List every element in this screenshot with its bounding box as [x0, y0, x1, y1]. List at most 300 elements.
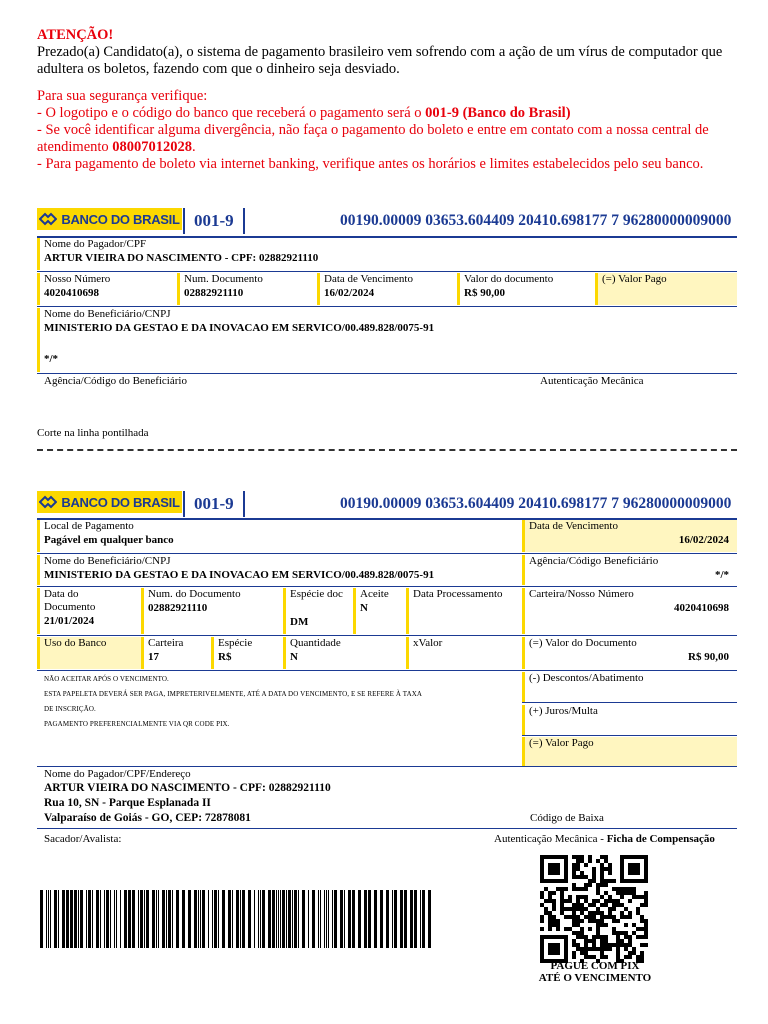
- qr-module: [604, 935, 608, 939]
- species-doc-field: [283, 588, 353, 634]
- qr-module: [616, 947, 620, 951]
- barcode-bar: [374, 890, 377, 948]
- qr-module: [548, 899, 552, 903]
- qr-module: [616, 943, 620, 947]
- qr-module: [636, 955, 640, 959]
- qr-module: [548, 927, 552, 931]
- qr-module: [612, 907, 616, 911]
- qr-module: [584, 899, 588, 903]
- qr-module: [576, 907, 580, 911]
- qr-module: [628, 887, 632, 891]
- digitable-line: 00190.00009 03653.604409 20410.698177 7 96280000009000: [340, 212, 732, 229]
- interest-field: [522, 705, 737, 735]
- instruction-line: NÃO ACEITAR APÓS O VENCIMENTO.: [44, 675, 169, 683]
- barcode-bar: [70, 890, 73, 948]
- qr-module: [572, 871, 576, 875]
- qr-module: [584, 955, 588, 959]
- qr-module: [632, 923, 636, 927]
- barcode-bar: [74, 890, 77, 948]
- qr-module: [564, 887, 568, 891]
- qr-module: [616, 939, 620, 943]
- barcode-bar: [358, 890, 361, 948]
- qr-module: [600, 855, 604, 859]
- qr-module: [572, 955, 576, 959]
- qr-module: [580, 855, 584, 859]
- qr-module: [556, 923, 560, 927]
- qr-module: [644, 943, 648, 947]
- qr-module: [600, 919, 604, 923]
- doc-value: R$ 90,00: [464, 287, 505, 299]
- qr-module: [572, 863, 576, 867]
- qr-module: [588, 947, 592, 951]
- qr-module: [616, 935, 620, 939]
- payment-place: Pagável em qualquer banco: [44, 534, 174, 546]
- qr-module: [584, 875, 588, 879]
- qr-module: [592, 899, 596, 903]
- qr-module: [580, 911, 584, 915]
- qr-module: [624, 891, 628, 895]
- qr-module: [636, 895, 640, 899]
- barcode-bar: [54, 890, 57, 948]
- qr-module: [600, 895, 604, 899]
- barcode-bar: [124, 890, 127, 948]
- barcode-bar: [236, 890, 239, 948]
- qr-module: [600, 875, 604, 879]
- barcode-bar: [202, 890, 205, 948]
- field-label: Data de Vencimento: [529, 520, 618, 532]
- qr-module: [624, 955, 628, 959]
- separator: [183, 491, 185, 517]
- qr-module: [604, 855, 608, 859]
- divider: [37, 373, 737, 374]
- barcode-bar: [146, 890, 149, 948]
- qr-module: [580, 935, 584, 939]
- field-label: (=) Valor Pago: [602, 273, 667, 285]
- field-label: Nome do Beneficiário/CNPJ: [44, 555, 171, 567]
- barcode-bar: [328, 890, 329, 948]
- qr-module: [596, 935, 600, 939]
- qr-module: [580, 931, 584, 935]
- qr-module: [588, 883, 592, 887]
- payer-block: [44, 768, 331, 826]
- barcode-bar: [166, 890, 167, 948]
- qr-module: [540, 915, 544, 919]
- barcode-bar: [214, 890, 217, 948]
- bank-use-field: [37, 637, 141, 669]
- field-label: Data de Vencimento: [324, 273, 413, 285]
- payer-address: Rua 10, SN - Parque Esplanada II: [44, 797, 211, 809]
- qr-module: [572, 875, 576, 879]
- qr-module: [576, 915, 580, 919]
- barcode-bar: [380, 890, 383, 948]
- barcode-bar: [88, 890, 91, 948]
- barcode-bar: [298, 890, 299, 948]
- warning-block: [37, 27, 737, 173]
- qr-module: [616, 903, 620, 907]
- qr-module: [572, 867, 576, 871]
- qr-module: [644, 935, 648, 939]
- qr-module: [596, 927, 600, 931]
- guarantor-label: Sacador/Avalista:: [44, 833, 122, 845]
- qr-module: [560, 907, 564, 911]
- qr-module: [592, 955, 596, 959]
- qr-module: [600, 867, 604, 871]
- barcode-bar: [278, 890, 279, 948]
- barcode-bar: [100, 890, 101, 948]
- qr-module: [588, 903, 592, 907]
- qr-module: [552, 919, 556, 923]
- qr-module: [624, 887, 628, 891]
- pix-line: PAGUE COM PIX: [550, 960, 640, 972]
- qr-module: [604, 947, 608, 951]
- qr-module: [544, 911, 548, 915]
- qr-module: [636, 911, 640, 915]
- barcode-bar: [420, 890, 421, 948]
- qr-module: [632, 891, 636, 895]
- field-label: Espécie doc: [290, 588, 343, 600]
- qr-module: [584, 863, 588, 867]
- qr-module: [628, 935, 632, 939]
- qr-module: [580, 927, 584, 931]
- qr-module: [604, 915, 608, 919]
- qr-module: [576, 867, 580, 871]
- qr-module: [604, 879, 608, 883]
- beneficiary-name: MINISTERIO DA GESTAO E DA INOVACAO EM SERVICO/00.489.828/0075-91: [44, 569, 435, 581]
- qr-module: [608, 895, 612, 899]
- due-date-field: [317, 273, 457, 305]
- qr-module: [628, 939, 632, 943]
- qr-module: [580, 919, 584, 923]
- qr-module: [632, 887, 636, 891]
- qr-module: [644, 919, 648, 923]
- barcode-bar: [140, 890, 143, 948]
- qr-module: [636, 935, 640, 939]
- divider: [522, 735, 737, 736]
- qr-module: [540, 927, 544, 931]
- qr-module: [576, 859, 580, 863]
- qr-module: [628, 951, 632, 955]
- qr-module: [584, 935, 588, 939]
- beneficiary-name: MINISTERIO DA GESTAO E DA INOVACAO EM SERVICO/00.489.828/0075-91: [44, 322, 435, 334]
- barcode-bar: [172, 890, 173, 948]
- qr-module: [580, 871, 584, 875]
- qr-module: [556, 887, 560, 891]
- field-label: Data do: [44, 588, 79, 600]
- barcode-bar: [208, 890, 209, 948]
- qr-module: [612, 887, 616, 891]
- qr-module: [560, 899, 564, 903]
- qr-module: [576, 943, 580, 947]
- qr-module: [544, 907, 548, 911]
- qr-module: [568, 907, 572, 911]
- qr-module: [564, 899, 568, 903]
- qr-module: [548, 923, 552, 927]
- qr-module: [596, 859, 600, 863]
- qr-module: [628, 899, 632, 903]
- due-date-field: [522, 520, 737, 552]
- num-doc: 02882921110: [148, 602, 208, 614]
- qr-module: [588, 927, 592, 931]
- qr-module: [564, 927, 568, 931]
- barcode-bar: [394, 890, 397, 948]
- divider: [37, 271, 737, 272]
- qr-module: [588, 855, 592, 859]
- qr-module: [644, 895, 648, 899]
- qr-module: [608, 943, 612, 947]
- qr-module: [596, 907, 600, 911]
- barcode-bar: [286, 890, 287, 948]
- qr-module: [576, 899, 580, 903]
- divider: [37, 828, 737, 829]
- field-label: (-) Descontos/Abatimento: [529, 672, 644, 684]
- doc-value-field: [457, 273, 595, 305]
- field-label: Data Processamento: [413, 588, 503, 600]
- check1-bold: 001-9 (Banco do Brasil): [425, 105, 571, 121]
- qr-module: [604, 923, 608, 927]
- xvalor-field: [406, 637, 522, 669]
- nosso-numero: 4020410698: [44, 287, 99, 299]
- wallet-field: [141, 637, 211, 669]
- qr-module: [576, 947, 580, 951]
- barcode-bar: [260, 890, 261, 948]
- qr-module: [596, 923, 600, 927]
- qr-module: [576, 935, 580, 939]
- qr-module: [592, 947, 596, 951]
- qr-module: [628, 943, 632, 947]
- barcode-bar: [228, 890, 231, 948]
- qr-module: [596, 911, 600, 915]
- barcode-bar: [58, 890, 59, 948]
- barcode-bar: [302, 890, 305, 948]
- barcode-bar: [348, 890, 351, 948]
- processing-date-field: [406, 588, 522, 634]
- bank-logo-text: BANCO DO BRASIL: [61, 494, 180, 510]
- writeoff-code-label: Código de Baixa: [530, 812, 604, 824]
- barcode-bar: [288, 890, 291, 948]
- qr-module: [540, 891, 544, 895]
- qr-module: [620, 931, 624, 935]
- qr-module: [596, 883, 600, 887]
- mechanical-auth-label: Autenticação Mecânica: [540, 375, 644, 387]
- qr-module: [572, 931, 576, 935]
- instruction-line: ESTA PAPELETA DEVERÁ SER PAGA, IMPRETERIVELMENTE, ATÉ A DATA DO VENCIMENTO, E SE REFERE À TAXA: [44, 690, 423, 698]
- qr-module: [600, 947, 604, 951]
- qr-module: [588, 879, 592, 883]
- qr-module: [640, 895, 644, 899]
- agency-field: [522, 555, 737, 585]
- paid-value-field: [595, 273, 737, 305]
- qr-module: [576, 919, 580, 923]
- beneficiary-field: [37, 555, 522, 585]
- qr-module: [604, 891, 608, 895]
- qr-module: [548, 919, 552, 923]
- compensation-label: [494, 833, 715, 846]
- field-label: (=) Valor Pago: [529, 737, 594, 749]
- barcode-bar: [66, 890, 69, 948]
- qr-module: [616, 891, 620, 895]
- qr-module: [576, 855, 580, 859]
- barcode-bar: [120, 890, 121, 948]
- barcode-bar: [106, 890, 109, 948]
- pix-caption: [520, 960, 670, 984]
- bank-logo-icon: [39, 495, 57, 509]
- qr-module: [588, 911, 592, 915]
- barcode-bar: [86, 890, 87, 948]
- qr-module: [584, 947, 588, 951]
- field-label: Aceite: [360, 588, 389, 600]
- qr-module: [620, 895, 624, 899]
- barcode-bar: [268, 890, 271, 948]
- compensation-title: Ficha de Compensação: [606, 833, 715, 845]
- qr-module: [596, 899, 600, 903]
- qr-module: [612, 927, 616, 931]
- qr-module: [548, 911, 552, 915]
- barcode-bar: [156, 890, 157, 948]
- qr-module: [568, 899, 572, 903]
- qr-module: [612, 899, 616, 903]
- qr-module: [552, 891, 556, 895]
- field-label: Uso do Banco: [44, 637, 107, 649]
- barcode-bar: [50, 890, 51, 948]
- payment-place-field: [37, 520, 522, 552]
- qr-module: [644, 891, 648, 895]
- divider: [37, 306, 737, 307]
- qr-module: [620, 911, 624, 915]
- barcode-bar: [368, 890, 371, 948]
- field-label: Nome do Pagador/CPF/Endereço: [44, 768, 191, 780]
- bank-code: 001-9: [194, 494, 234, 513]
- qr-module: [592, 879, 596, 883]
- barcode-bar: [96, 890, 99, 948]
- qr-module: [572, 923, 576, 927]
- qr-module: [592, 939, 596, 943]
- divider: [37, 586, 737, 587]
- barcode-bar: [340, 890, 343, 948]
- separator: [243, 208, 245, 234]
- qr-module: [564, 907, 568, 911]
- qr-module: [576, 903, 580, 907]
- bank-logo: [37, 491, 182, 513]
- barcode-bar: [80, 890, 83, 948]
- check1-text: - O logotipo e o código do banco que receberá o pagamento será o: [37, 105, 426, 121]
- bank-logo: [37, 208, 182, 230]
- bank-logo-text: BANCO DO BRASIL: [61, 211, 180, 227]
- qr-module: [624, 907, 628, 911]
- qr-module: [572, 919, 576, 923]
- qr-module: [580, 947, 584, 951]
- qr-module: [592, 911, 596, 915]
- barcode-bar: [116, 890, 117, 948]
- barcode-bar: [232, 890, 233, 948]
- qr-module: [588, 939, 592, 943]
- qr-module: [608, 879, 612, 883]
- qr-module: [636, 907, 640, 911]
- qr-module: [584, 943, 588, 947]
- qr-module: [624, 947, 628, 951]
- qr-module: [556, 927, 560, 931]
- qr-module: [632, 931, 636, 935]
- field-label: Num. do Documento: [148, 588, 241, 600]
- barcode-bar: [128, 890, 131, 948]
- qr-module: [572, 943, 576, 947]
- qr-module: [628, 891, 632, 895]
- num-doc-field: [177, 273, 317, 305]
- barcode-bar: [292, 890, 293, 948]
- qr-module: [644, 923, 648, 927]
- field-label: Carteira/Nosso Número: [529, 588, 634, 600]
- qr-module: [640, 919, 644, 923]
- qr-finder: [628, 863, 640, 875]
- qr-module: [552, 899, 556, 903]
- qr-module: [596, 947, 600, 951]
- beneficiary-field: [37, 308, 737, 372]
- qr-module: [588, 859, 592, 863]
- barcode-bar: [308, 890, 309, 948]
- qr-module: [540, 919, 544, 923]
- qr-module: [612, 915, 616, 919]
- nosso-numero-field: [37, 273, 177, 305]
- instruction-line: PAGAMENTO PREFERENCIALMENTE VIA QR CODE PIX.: [44, 720, 230, 728]
- qr-module: [588, 919, 592, 923]
- separator: [183, 208, 185, 234]
- field-label: (+) Juros/Multa: [529, 705, 598, 717]
- qr-module: [596, 919, 600, 923]
- barcode-bar: [318, 890, 319, 948]
- security-check-3: - Para pagamento de boleto via internet banking, verifique antes os horários e limites estabelecidos pelo seu banco.: [37, 156, 704, 172]
- qr-module: [584, 951, 588, 955]
- qr-module: [588, 915, 592, 919]
- barcode-bar: [364, 890, 367, 948]
- qr-module: [576, 895, 580, 899]
- qr-module: [644, 931, 648, 935]
- qr-module: [592, 935, 596, 939]
- doc-value: R$ 90,00: [688, 651, 729, 663]
- qr-module: [584, 915, 588, 919]
- qr-module: [584, 907, 588, 911]
- qr-module: [644, 927, 648, 931]
- qr-module: [560, 891, 564, 895]
- qr-module: [592, 903, 596, 907]
- barcode-bar: [194, 890, 197, 948]
- barcode-bar: [428, 890, 431, 948]
- qr-module: [600, 935, 604, 939]
- qr-module: [584, 895, 588, 899]
- qr-module: [632, 947, 636, 951]
- qr-module: [568, 895, 572, 899]
- qr-finder: [548, 943, 560, 955]
- field-label: Valor do documento: [464, 273, 554, 285]
- field-label: Agência/Código Beneficiário: [529, 555, 659, 567]
- qr-module: [608, 915, 612, 919]
- qr-module: [580, 907, 584, 911]
- barcode-bar: [344, 890, 345, 948]
- qr-module: [640, 955, 644, 959]
- accept-field: [353, 588, 406, 634]
- agency-code: */*: [44, 353, 59, 365]
- payer-name: ARTUR VIEIRA DO NASCIMENTO - CPF: 02882921110: [44, 782, 331, 794]
- check2-suffix: .: [192, 139, 196, 155]
- qr-module: [544, 887, 548, 891]
- barcode-bar: [46, 890, 47, 948]
- qr-module: [608, 947, 612, 951]
- cut-line: [37, 449, 737, 451]
- quantity-field: [283, 637, 406, 669]
- qr-module: [600, 863, 604, 867]
- barcode-bar: [218, 890, 219, 948]
- qr-module: [560, 911, 564, 915]
- qr-module: [644, 903, 648, 907]
- qr-module: [608, 871, 612, 875]
